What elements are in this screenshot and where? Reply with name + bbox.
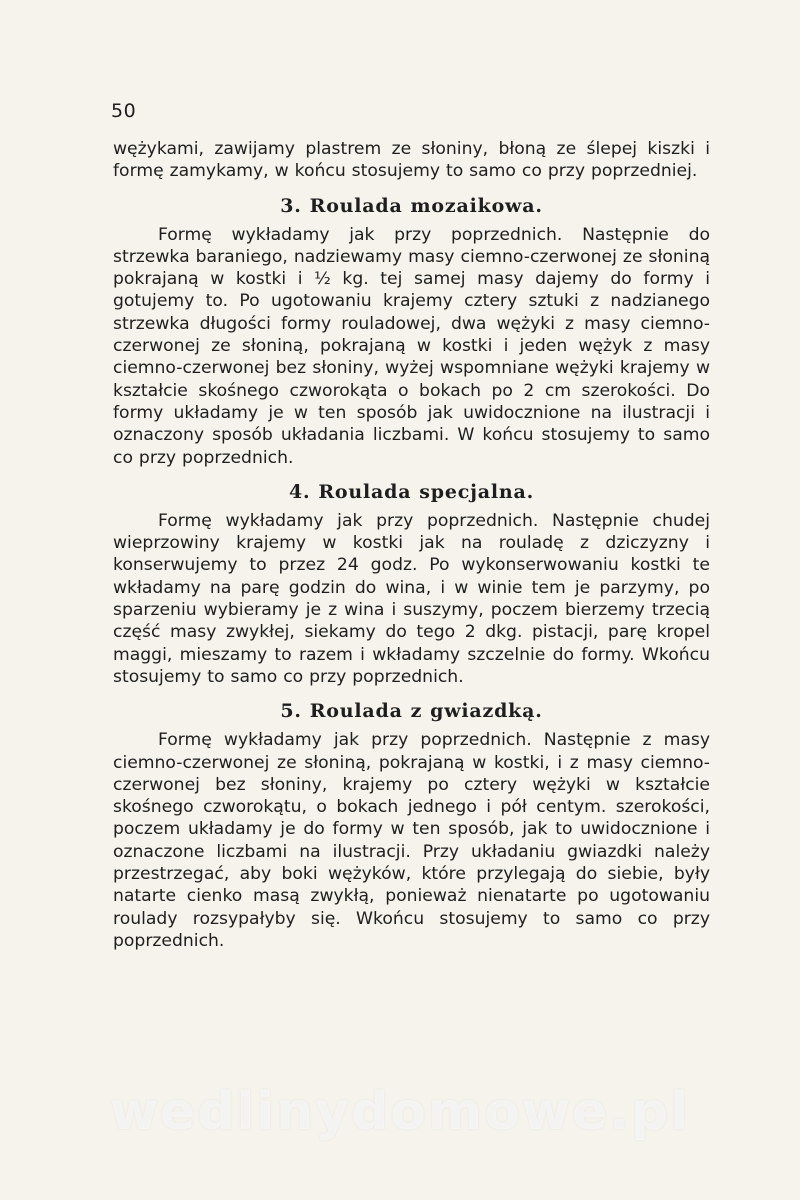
intro-paragraph: wężykami, zawijamy plastrem ze słoniny, błoną ze ślepej kiszki i formę zamykamy, w końcu stosujemy to samo co przy poprzedniej.	[113, 139, 710, 182]
watermark: wedlinydomowe.pl	[109, 1082, 691, 1142]
page-number: 50	[111, 100, 137, 122]
section-body-roulada-specjalna: Formę wykładamy jak przy poprzednich. Następnie chudej wieprzowiny krajemy w kostki jak na rouladę z dziczyzny i konserwujemy to przez 24 godz. Po wykonserwowaniu kostki te wkładamy na parę godzin do wina, i w winie tem je parzymy, po sparzeniu wybieramy je z wina i suszymy, poczem bierzemy trzecią część masy zwykłej, siekamy do tego 2 dkg. pistacji, parę kropel maggi, mieszamy to razem i wkładamy szczelnie do formy. Wkońcu stosujemy to samo co przy poprzednich.	[113, 510, 710, 687]
page-content	[113, 138, 710, 952]
section-body-roulada-z-gwiazdka: Formę wykładamy jak przy poprzednich. Następnie z masy ciemno-czerwonej ze słoniną, pokrajaną w kostki, i z masy ciemno-czerwonej bez słoniny, krajemy po cztery wężyki w kształcie skośnego czworokątu, o bokach jednego i pół centym. szerokości, poczem układamy je do formy w ten sposób, jak to uwidocznione i oznaczone liczbami na ilustracji. Przy układaniu gwiazdki należy przestrzegać, aby boki wężyków, które przylegają do siebie, były natarte cienko masą zwykłą, ponieważ nienatarte po ugotowaniu rouladу rozsypałyby się. Wkońcu stosujemy to samo co przy poprzednich.	[113, 730, 710, 951]
section-heading-roulada-z-gwiazdka: 5. Roulada z gwiazdką.	[280, 700, 543, 723]
section-heading-roulada-mozaikowa: 3. Roulada mozaikowa.	[280, 194, 543, 217]
section-heading-roulada-specjalna: 4. Roulada specjalna.	[288, 480, 535, 503]
section-body-roulada-mozaikowa: Formę wykładamy jak przy poprzednich. Następnie do strzewka baraniego, nadziewamy masy ciemno-czerwonej ze słoniną pokrajaną w kostki i ½ kg. tej samej masy dajemy do formy i gotujemy to. Po ugotowaniu krajemy cztery sztuki z nadzianego strzewka długości formy rouladowej, dwa wężyki z masy ciemno-czerwonej ze słoniną, pokrajaną w kostki i jeden wężyk z masy ciemno-czerwonej bez słoniny, wyżej wspomniane wężyki krajemy w kształcie skośnego czworokąta o bokach po 2 cm szerokości. Do formy układamy je w ten sposób jak uwidocznione na ilustracji i oznaczony sposób układania liczbami. W końcu stosujemy to samo co przy poprzednich.	[113, 224, 710, 468]
